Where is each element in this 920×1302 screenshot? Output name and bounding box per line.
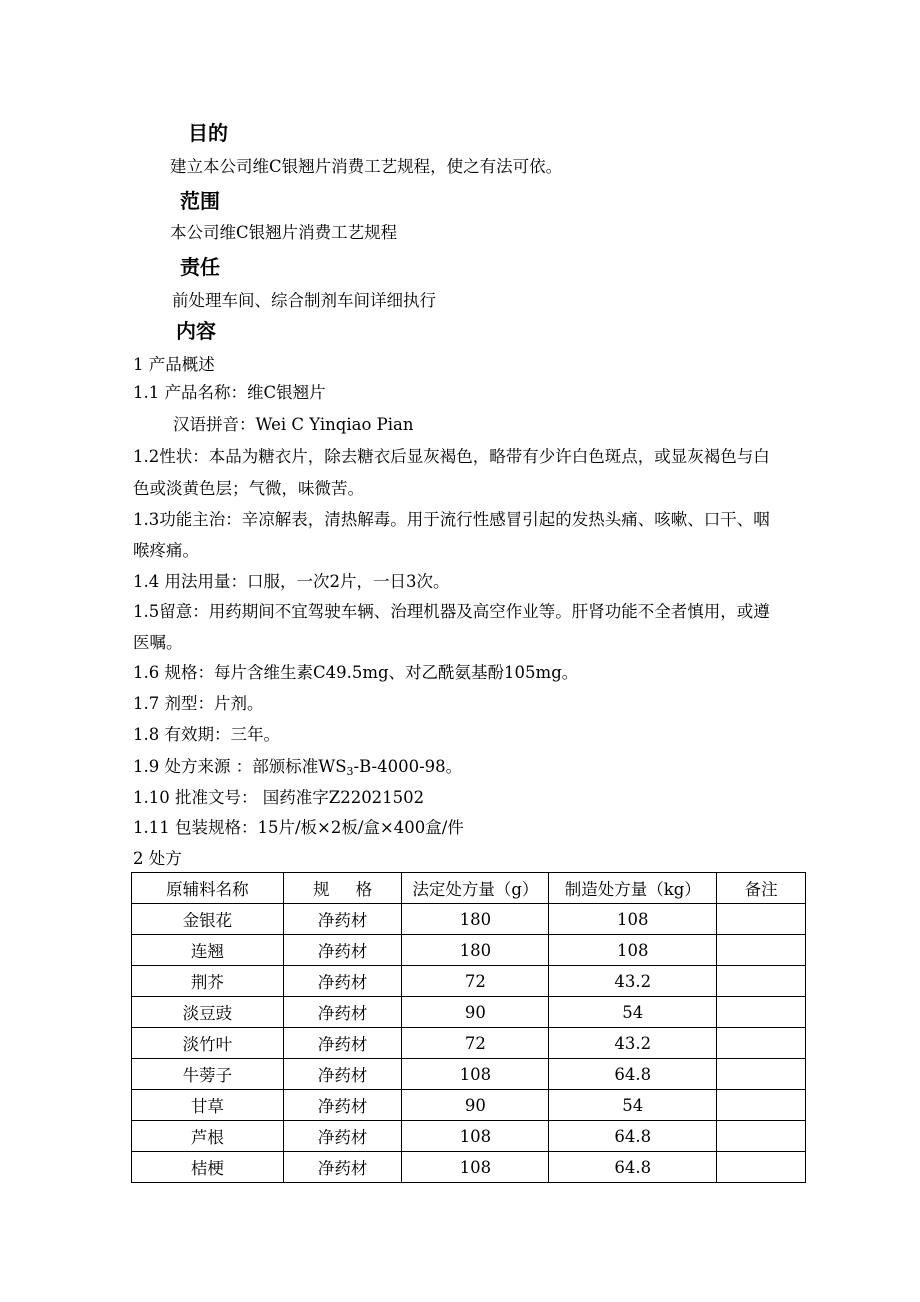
cell-spec: 净药材	[283, 1121, 402, 1152]
table-row	[132, 1059, 806, 1090]
cell-legal-amount: 108	[402, 1121, 549, 1152]
prescription-table	[131, 872, 806, 1183]
cell-legal-amount: 108	[402, 1059, 549, 1090]
cell-manufacture-amount: 43.2	[549, 966, 717, 997]
cell-material: 淡豆豉	[132, 997, 284, 1028]
product-spec: 1.6 规格：每片含维生素C49.5mg、对乙酰氨基酚105mg。	[133, 663, 579, 682]
cell-remark	[717, 1152, 806, 1183]
header-manufacture-amount: 制造处方量（kg）	[549, 873, 717, 904]
cell-remark	[717, 1090, 806, 1121]
cell-material: 桔梗	[132, 1152, 284, 1183]
table-row	[132, 997, 806, 1028]
content-heading: 内容	[176, 319, 216, 343]
cell-spec: 净药材	[283, 904, 402, 935]
overview-title: 1 产品概述	[133, 355, 215, 374]
cell-material: 金银花	[132, 904, 284, 935]
header-spec: 规 格	[283, 873, 402, 904]
cell-material: 淡竹叶	[132, 1028, 284, 1059]
table-row	[132, 1090, 806, 1121]
table-row	[132, 1152, 806, 1183]
cell-material: 甘草	[132, 1090, 284, 1121]
product-packaging: 1.11 包装规格：15片/板×2板/盒×400盒/件	[133, 818, 464, 837]
table-row	[132, 1028, 806, 1059]
cell-spec: 净药材	[283, 966, 402, 997]
cell-material: 芦根	[132, 1121, 284, 1152]
product-name: 1.1 产品名称：维C银翘片	[133, 383, 326, 402]
cell-manufacture-amount: 54	[549, 997, 717, 1028]
cell-manufacture-amount: 108	[549, 935, 717, 966]
cell-manufacture-amount: 108	[549, 904, 717, 935]
product-source	[133, 756, 462, 778]
cell-spec: 净药材	[283, 1059, 402, 1090]
cell-spec: 净药材	[283, 935, 402, 966]
source-subscript: 3	[346, 765, 354, 778]
product-approval: 1.10 批准文号： 国药准字Z22021502	[133, 788, 425, 807]
scope-heading: 范围	[180, 189, 220, 213]
header-legal-amount: 法定处方量（g）	[402, 873, 549, 904]
cell-legal-amount: 72	[402, 966, 549, 997]
cell-spec: 净药材	[283, 1028, 402, 1059]
cell-material: 荆芥	[132, 966, 284, 997]
table-row	[132, 935, 806, 966]
cell-spec: 净药材	[283, 1152, 402, 1183]
cell-manufacture-amount: 54	[549, 1090, 717, 1121]
cell-legal-amount: 108	[402, 1152, 549, 1183]
cell-remark	[717, 1028, 806, 1059]
product-form: 1.7 剂型：片剂。	[133, 694, 264, 713]
cell-legal-amount: 180	[402, 904, 549, 935]
cell-spec: 净药材	[283, 1090, 402, 1121]
cell-legal-amount: 90	[402, 1090, 549, 1121]
cell-remark	[717, 1059, 806, 1090]
table-row	[132, 1121, 806, 1152]
source-prefix: 1.9 处方来源 ：部颁标准WS	[133, 757, 347, 776]
cell-legal-amount: 180	[402, 935, 549, 966]
product-function-line2: 喉疼痛。	[133, 541, 199, 560]
cell-manufacture-amount: 64.8	[549, 1152, 717, 1183]
table-header-row	[132, 873, 806, 904]
cell-manufacture-amount: 64.8	[549, 1059, 717, 1090]
cell-material: 连翘	[132, 935, 284, 966]
cell-manufacture-amount: 43.2	[549, 1028, 717, 1059]
product-traits-line1: 1.2性状：本品为糖衣片，除去糖衣后显灰褐色，略带有少许白色斑点，或显灰褐色与白	[133, 447, 770, 466]
scope-text: 本公司维C银翘片消费工艺规程	[170, 223, 398, 242]
responsibility-heading: 责任	[180, 255, 220, 279]
cell-manufacture-amount: 64.8	[549, 1121, 717, 1152]
purpose-text: 建立本公司维C银翘片消费工艺规程，使之有法可依。	[170, 157, 563, 176]
cell-remark	[717, 997, 806, 1028]
cell-material: 牛蒡子	[132, 1059, 284, 1090]
responsibility-text: 前处理车间、综合制剂车间详细执行	[172, 291, 436, 310]
header-remark: 备注	[717, 873, 806, 904]
cell-legal-amount: 90	[402, 997, 549, 1028]
product-traits-line2: 色或淡黄色层；气微，味微苦。	[133, 479, 364, 498]
table-row	[132, 966, 806, 997]
product-function-line1: 1.3功能主治：辛凉解表，清热解毒。用于流行性感冒引起的发热头痛、咳嗽、口干、咽	[133, 510, 770, 529]
prescription-title: 2 处方	[133, 849, 182, 868]
cell-remark	[717, 935, 806, 966]
cell-legal-amount: 72	[402, 1028, 549, 1059]
table-row	[132, 904, 806, 935]
source-suffix: -B-4000-98。	[353, 757, 463, 776]
product-caution-line1: 1.5留意：用药期间不宜驾驶车辆、治理机器及高空作业等。肝肾功能不全者慎用，或遵	[133, 602, 770, 621]
product-caution-line2: 医嘱。	[133, 633, 183, 652]
cell-remark	[717, 1121, 806, 1152]
product-pinyin: 汉语拼音：Wei C Yinqiao Pian	[173, 415, 414, 434]
product-validity: 1.8 有效期：三年。	[133, 725, 280, 744]
cell-spec: 净药材	[283, 997, 402, 1028]
purpose-heading: 目的	[188, 121, 228, 145]
header-material: 原辅料名称	[132, 873, 284, 904]
cell-remark	[717, 904, 806, 935]
product-dosage: 1.4 用法用量：口服，一次2片，一日3次。	[133, 572, 450, 591]
cell-remark	[717, 966, 806, 997]
